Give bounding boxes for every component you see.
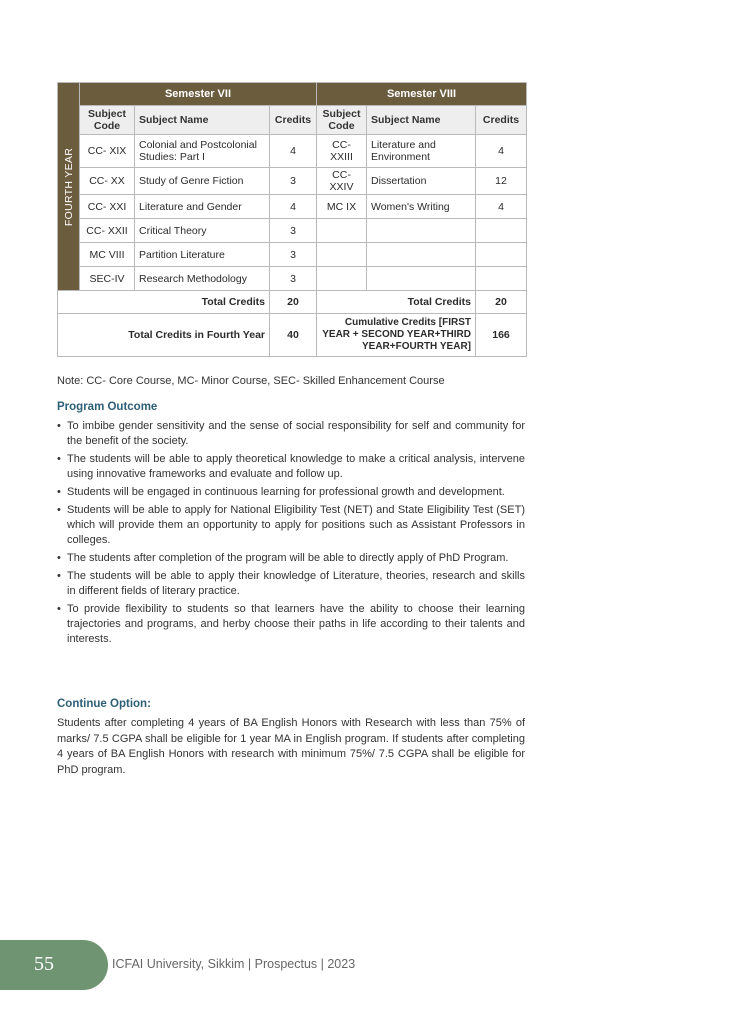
subject-name xyxy=(367,219,476,243)
year-total-label: Total Credits in Fourth Year xyxy=(58,314,270,357)
total-credits-row xyxy=(58,291,527,314)
col-credits: Credits xyxy=(476,106,527,135)
subject-code xyxy=(317,267,367,291)
total-credits-sem7: 20 xyxy=(270,291,317,314)
col-subject-code: Subject Code xyxy=(317,106,367,135)
subject-code: SEC-IV xyxy=(80,267,135,291)
subject-name: Women's Writing xyxy=(367,195,476,219)
subject-name xyxy=(367,243,476,267)
program-outcome-list xyxy=(57,419,525,650)
subject-code: CC-XXIV xyxy=(317,168,367,195)
subject-code xyxy=(317,243,367,267)
list-item: • Students will be engaged in continuous learning for professional growth and development. xyxy=(57,485,525,500)
credits-value: 3 xyxy=(270,267,317,291)
subject-name: Study of Genre Fiction xyxy=(135,168,270,195)
subject-code: CC-XXIII xyxy=(317,135,367,168)
col-subject-name: Subject Name xyxy=(367,106,476,135)
subject-code: CC- XIX xyxy=(80,135,135,168)
list-item: • To imbibe gender sensitivity and the sense of social responsibility for self and community for the benefit of the society. xyxy=(57,419,525,449)
semester-vii-header: Semester VII xyxy=(80,83,317,106)
cumulative-credits-value: 166 xyxy=(476,314,527,357)
fourth-year-credits-table xyxy=(57,82,527,357)
credits-value: 12 xyxy=(476,168,527,195)
col-credits: Credits xyxy=(270,106,317,135)
subject-name: Colonial and Postcolonial Studies: Part I xyxy=(135,135,270,168)
list-item: • The students after completion of the program will be able to directly apply of PhD Program. xyxy=(57,551,525,566)
table-row xyxy=(58,168,527,195)
credits-value: 3 xyxy=(270,219,317,243)
credits-value: 4 xyxy=(270,135,317,168)
program-outcome-heading: Program Outcome xyxy=(57,401,158,413)
subject-name xyxy=(367,267,476,291)
subject-code: CC- XXII xyxy=(80,219,135,243)
year-label: FOURTH YEAR xyxy=(62,147,75,226)
table-row xyxy=(58,135,527,168)
subject-code: MC VIII xyxy=(80,243,135,267)
subject-code xyxy=(317,219,367,243)
credits-value: 3 xyxy=(270,243,317,267)
subject-name: Research Methodology xyxy=(135,267,270,291)
year-label-cell xyxy=(58,83,80,291)
footer-text: ICFAI University, Sikkim | Prospectus | 2023 xyxy=(112,957,356,971)
subject-name: Dissertation xyxy=(367,168,476,195)
col-subject-code: Subject Code xyxy=(80,106,135,135)
page-number: 55 xyxy=(34,953,54,975)
year-total-row xyxy=(58,314,527,357)
credits-value: 4 xyxy=(476,135,527,168)
table-row xyxy=(58,243,527,267)
credits-value: 4 xyxy=(476,195,527,219)
total-credits-sem8: 20 xyxy=(476,291,527,314)
table-row xyxy=(58,267,527,291)
total-credits-label: Total Credits xyxy=(58,291,270,314)
col-subject-name: Subject Name xyxy=(135,106,270,135)
course-abbreviation-note: Note: CC- Core Course, MC- Minor Course, SEC- Skilled Enhancement Course xyxy=(57,375,445,387)
credits-value xyxy=(476,243,527,267)
semester-viii-header: Semester VIII xyxy=(317,83,527,106)
credits-value xyxy=(476,267,527,291)
year-total-value: 40 xyxy=(270,314,317,357)
list-item: • Students will be able to apply for National Eligibility Test (NET) and State Eligibility Test (SET) which will provide them an opportunity to apply for positions such as Assistant Professors in colleges. xyxy=(57,503,525,548)
list-item: • To provide flexibility to students so that learners have the ability to choose their learning trajectories and programs, and herby choose their paths in life according to their talents and interests. xyxy=(57,602,525,647)
subject-name: Literature and Gender xyxy=(135,195,270,219)
table-row xyxy=(58,195,527,219)
subject-name: Partition Literature xyxy=(135,243,270,267)
table-row xyxy=(58,219,527,243)
total-credits-label: Total Credits xyxy=(317,291,476,314)
continue-option-heading: Continue Option: xyxy=(57,698,151,710)
cumulative-credits-label: Cumulative Credits [FIRST YEAR + SECOND YEAR+THIRD YEAR+FOURTH YEAR] xyxy=(317,314,476,357)
subject-name: Critical Theory xyxy=(135,219,270,243)
credits-table-container xyxy=(57,82,526,357)
subject-code: CC- XXI xyxy=(80,195,135,219)
credits-value: 4 xyxy=(270,195,317,219)
continue-option-text: Students after completing 4 years of BA English Honors with Research with less than 75% of marks/ 7.5 CGPA shall be eligible for 1 year MA in English program. If students after completing 4 years of BA English Honors with research with minimum 75%/ 7.5 CGPA shall be eligible for PhD program. xyxy=(57,717,525,776)
page-number-tab xyxy=(0,940,108,990)
credits-value xyxy=(476,219,527,243)
credits-value: 3 xyxy=(270,168,317,195)
subject-name: Literature and Environment xyxy=(367,135,476,168)
subject-code: MC IX xyxy=(317,195,367,219)
list-item: • The students will be able to apply their knowledge of Literature, theories, research and skills in different fields of literary practice. xyxy=(57,569,525,599)
subject-code: CC- XX xyxy=(80,168,135,195)
list-item: • The students will be able to apply theoretical knowledge to make a critical analysis, intervene using innovative frameworks and evaluate and follow up. xyxy=(57,452,525,482)
